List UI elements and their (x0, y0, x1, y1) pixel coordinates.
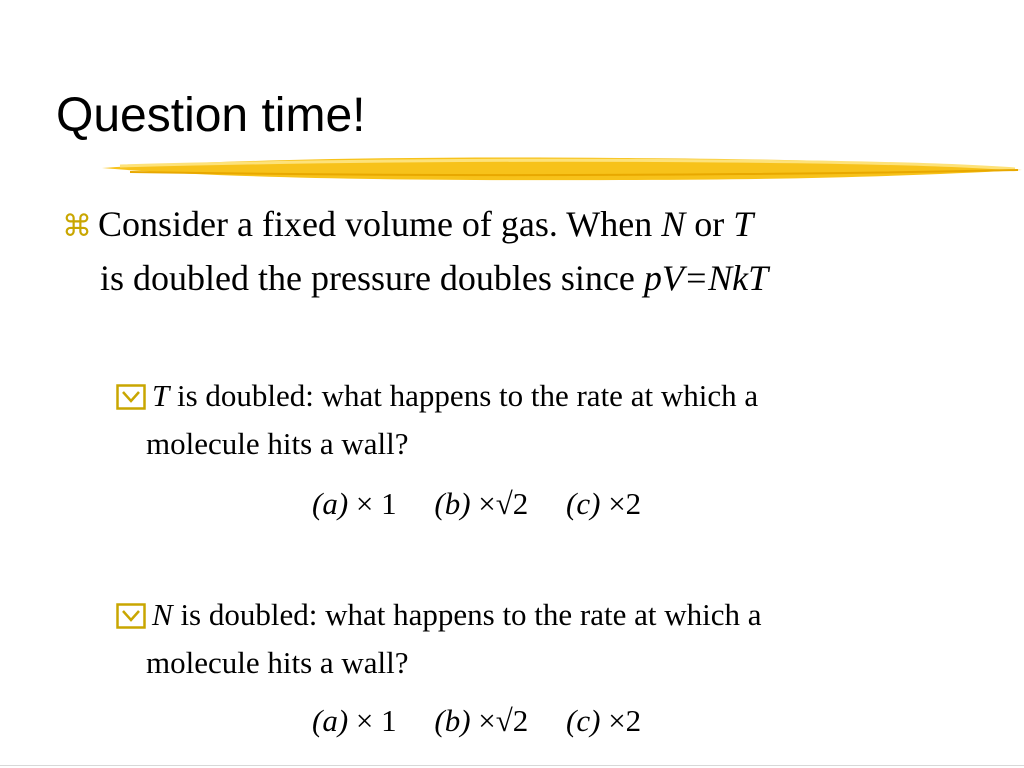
choice-b-label: (b) (434, 486, 471, 521)
sub-bullet-1-line-1 (116, 378, 758, 414)
checkbox-arrow-icon (116, 603, 146, 629)
sub-bullet-2-line-1 (116, 597, 762, 633)
main-bullet-text: is doubled the pressure doubles since (100, 258, 644, 298)
checkbox-arrow-icon (116, 384, 146, 410)
choice-a-value: × 1 (348, 486, 397, 521)
variable-T: T (733, 204, 754, 244)
sub-bullet-text: is doubled: what happens to the rate at which a (169, 378, 759, 413)
main-bullet-text: or (685, 204, 734, 244)
answer-choices-1 (312, 486, 641, 522)
main-bullet-line-1 (62, 204, 753, 247)
variable-N: N (661, 204, 686, 244)
choice-c-value: ×2 (600, 486, 642, 521)
slide-title: Question time! (56, 89, 366, 142)
variable-N: N (152, 597, 173, 632)
answer-choices-2 (312, 703, 641, 739)
choice-c-value: ×2 (600, 703, 642, 738)
choice-a-label: (a) (312, 703, 349, 738)
main-bullet-line-2 (100, 258, 768, 298)
choice-b-value: ×√2 (470, 486, 529, 521)
choice-b-value: ×√2 (470, 703, 529, 738)
title-underline-brush (100, 150, 1024, 186)
sub-bullet-1-line-2: molecule hits a wall? (146, 426, 409, 461)
choice-c-label: (c) (566, 703, 601, 738)
choice-c-label: (c) (566, 486, 601, 521)
ideal-gas-equation: pV=NkT (643, 258, 769, 298)
variable-T: T (152, 378, 170, 413)
choice-a-value: × 1 (348, 703, 397, 738)
main-bullet-text: Consider a fixed volume of gas. When (98, 204, 662, 244)
choice-b-label: (b) (434, 703, 471, 738)
sub-bullet-text: is doubled: what happens to the rate at which a (172, 597, 762, 632)
choice-a-label: (a) (312, 486, 349, 521)
sub-bullet-2-line-2: molecule hits a wall? (146, 645, 409, 680)
command-key-icon: ⌘ (62, 209, 92, 244)
bottom-divider (0, 765, 1024, 766)
